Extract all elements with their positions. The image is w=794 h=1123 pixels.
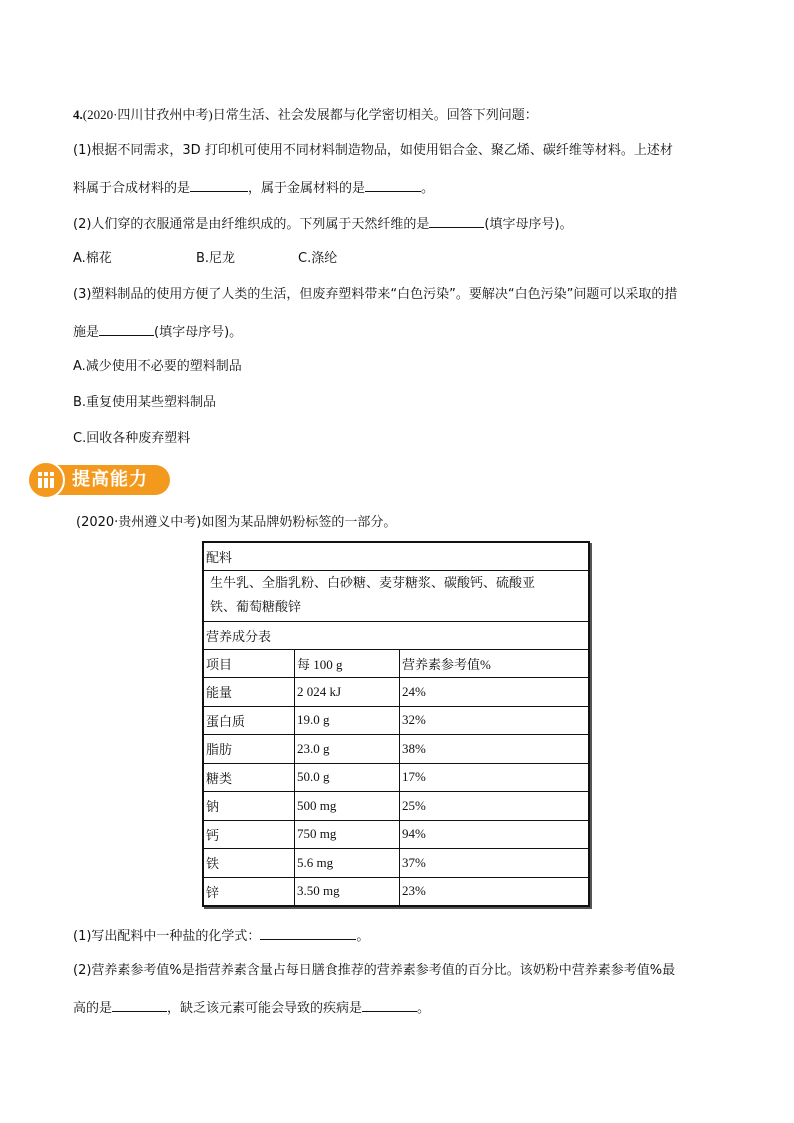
ingredients-list <box>203 570 589 621</box>
q4-part3-line1: (3)塑料制品的使用方便了人类的生活，但废弃塑料带来“白色污染”。要解决“白色污染”问题可以采取的措 <box>73 287 678 302</box>
cell-nrv: 24% <box>400 678 590 707</box>
cell-amount: 50.0 g <box>295 763 400 792</box>
ingredients-line-2: 铁、葡萄糖酸锌 <box>210 599 302 615</box>
q5-part2-text-c: 。 <box>417 1001 431 1016</box>
q4-part3-line2 <box>73 322 242 342</box>
cell-item: 锌 <box>203 877 295 906</box>
q4-part3-option-b: B.重复使用某些塑料制品 <box>73 395 217 410</box>
cell-item: 铁 <box>203 849 295 878</box>
q4-part1-blank-synthetic[interactable] <box>190 178 248 192</box>
table-row <box>203 849 589 878</box>
cell-nrv: 17% <box>400 763 590 792</box>
q4-part1-line2 <box>73 178 434 198</box>
table-row <box>203 735 589 764</box>
q5-part1-text-a: (1)写出配料中一种盐的化学式： <box>73 929 261 944</box>
q4-part2-option-a: A.棉花 <box>73 251 112 266</box>
q4-stem: 日常生活、社会发展都与化学密切相关。回答下列问题： <box>212 108 538 123</box>
cell-amount: 750 mg <box>295 820 400 849</box>
q4-part3-text-b: (填字母序号)。 <box>154 325 243 340</box>
cell-amount: 500 mg <box>295 792 400 821</box>
q5-part2-text-b: ，缺乏该元素可能会导致的疾病是 <box>167 1001 363 1016</box>
q5-part1-text-b: 。 <box>356 929 370 944</box>
q4-part1-line1: (1)根据不同需求，3D 打印机可使用不同材料制造物品，如使用铝合金、聚乙烯、碳纤维等材料。上述材 <box>73 143 673 158</box>
q4-part2-option-b: B.尼龙 <box>196 251 236 266</box>
q4-source: (2020·四川甘孜州中考) <box>82 107 213 122</box>
ingredients-line-1: 生牛乳、全脂乳粉、白砂糖、麦芽糖浆、碳酸钙、硫酸亚 <box>210 575 536 591</box>
q5-part2-text-a: 高的是 <box>73 1001 113 1016</box>
ingredients-title: 配料 <box>203 542 589 570</box>
q4-part1-text-c: 。 <box>421 181 435 196</box>
table-row <box>203 706 589 735</box>
q5-part2-line1: (2)营养素参考值%是指营养素含量占每日膳食推荐的营养素参考值的百分比。该奶粉中营养素参考值%最 <box>73 963 676 978</box>
q4-part2-text-a: (2)人们穿的衣服通常是由纤维织成的。下列属于天然纤维的是 <box>73 217 430 232</box>
nutrition-title: 营养成分表 <box>203 621 589 649</box>
q5-part1-blank[interactable] <box>260 926 356 940</box>
cell-amount: 19.0 g <box>295 706 400 735</box>
col-header-per100g: 每 100 g <box>295 649 400 678</box>
cell-amount: 2 024 kJ <box>295 678 400 707</box>
q4-part3-option-a: A.减少使用不必要的塑料制品 <box>73 359 242 374</box>
q4-part3-blank[interactable] <box>99 322 154 336</box>
nutrition-header-row <box>203 649 589 678</box>
q4-part1-text-b: ，属于金属材料的是 <box>248 181 366 196</box>
cell-nrv: 37% <box>400 849 590 878</box>
cell-item: 脂肪 <box>203 735 295 764</box>
q4-part1-text-a: 料属于合成材料的是 <box>73 181 191 196</box>
cell-item: 钙 <box>203 820 295 849</box>
cell-nrv: 25% <box>400 792 590 821</box>
milk-powder-label-table <box>202 541 590 907</box>
cell-amount: 5.6 mg <box>295 849 400 878</box>
cell-amount: 23.0 g <box>295 735 400 764</box>
q4-part2-option-c: C.涤纶 <box>298 251 338 266</box>
q4-part3-text-a: 施是 <box>73 325 100 340</box>
cell-amount: 3.50 mg <box>295 877 400 906</box>
table-row <box>203 820 589 849</box>
q5-part1 <box>73 926 369 946</box>
q5-part2-blank-highest[interactable] <box>112 998 167 1012</box>
q4-part2 <box>73 214 573 234</box>
q5-part2-line2 <box>73 998 430 1018</box>
q4-part2-blank[interactable] <box>429 214 484 228</box>
q4-heading <box>73 106 538 125</box>
q4-part2-text-b: (填字母序号)。 <box>484 217 573 232</box>
col-header-nrv: 营养素参考值% <box>400 649 590 678</box>
q5-part2-blank-disease[interactable] <box>362 998 417 1012</box>
q4-part1-blank-metal[interactable] <box>365 178 421 192</box>
q4-part3-option-c: C.回收各种废弃塑料 <box>73 431 191 446</box>
q4-number: 4. <box>73 107 83 122</box>
col-header-item: 项目 <box>203 649 295 678</box>
cell-nrv: 23% <box>400 877 590 906</box>
books-icon <box>27 461 65 499</box>
cell-nrv: 32% <box>400 706 590 735</box>
section-banner <box>27 461 170 499</box>
q5-intro: (2020·贵州遵义中考)如图为某品牌奶粉标签的一部分。 <box>76 515 397 530</box>
table-row <box>203 877 589 906</box>
cell-item: 糖类 <box>203 763 295 792</box>
section-title: 提高能力 <box>72 469 148 490</box>
cell-nrv: 38% <box>400 735 590 764</box>
cell-item: 能量 <box>203 678 295 707</box>
cell-item: 蛋白质 <box>203 706 295 735</box>
cell-item: 钠 <box>203 792 295 821</box>
table-row <box>203 792 589 821</box>
table-row <box>203 678 589 707</box>
cell-nrv: 94% <box>400 820 590 849</box>
table-row <box>203 763 589 792</box>
